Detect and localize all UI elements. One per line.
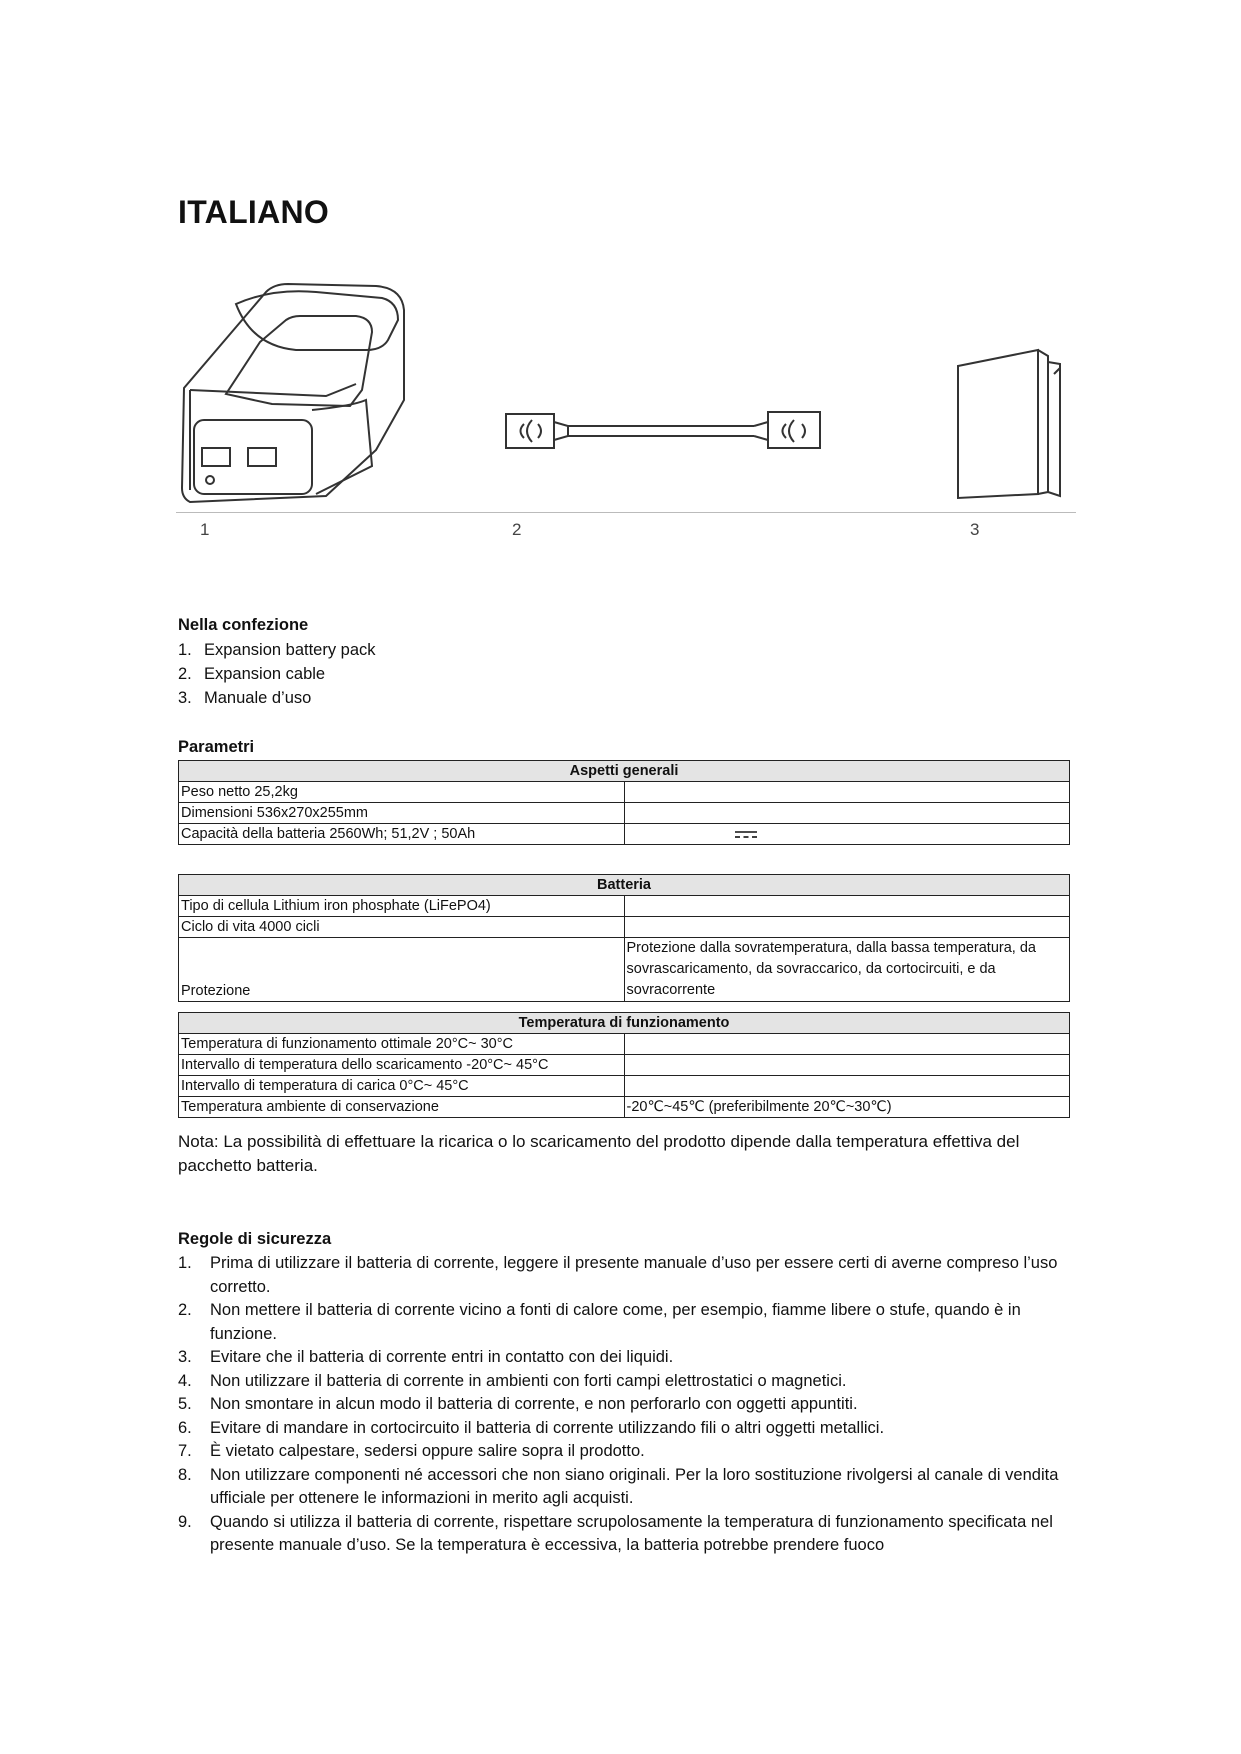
list-item: 9. Quando si utilizza il batteria di corrente, rispettare scrupolosamente la temperatura di funzionamento specificata nel presente manuale d’uso. Se la temperatura è eccessiva, la batteria potrebbe prendere fuoco	[178, 1512, 1053, 1554]
page-title: ITALIANO	[178, 194, 330, 230]
figure-divider	[176, 512, 1076, 513]
list-item: 7. È vietato calpestare, sedersi oppure salire sopra il prodotto.	[178, 1442, 645, 1460]
table-row: Peso netto 25,2kg	[179, 782, 1070, 803]
expansion-cable-illustration	[506, 412, 820, 448]
table-row: Temperatura di funzionamento ottimale 20°C~ 30°C	[179, 1034, 1070, 1055]
list-item: 1. Prima di utilizzare il batteria di corrente, leggere il presente manuale d’uso per essere certi di averne compreso l’uso corretto.	[178, 1254, 1058, 1296]
safety-list	[178, 1252, 1078, 1558]
battery-table	[178, 874, 1070, 1002]
package-illustration	[176, 280, 1076, 510]
package-list	[178, 638, 376, 710]
package-contents-figure	[176, 280, 1076, 550]
list-item: 1. Expansion battery pack	[178, 640, 376, 659]
table-header: Aspetti generali	[179, 761, 1070, 782]
temperature-table	[178, 1012, 1070, 1118]
table-row: Intervallo di temperatura di carica 0°C~ 45°C	[179, 1076, 1070, 1097]
general-table	[178, 760, 1070, 845]
table-header: Batteria	[179, 875, 1070, 896]
dc-symbol-icon	[735, 829, 757, 839]
table-row: Dimensioni 536x270x255mm	[179, 803, 1070, 824]
list-item: 3. Evitare che il batteria di corrente entri in contatto con dei liquidi.	[178, 1348, 674, 1366]
list-item: 3. Manuale d’uso	[178, 688, 312, 707]
list-item: 5. Non smontare in alcun modo il batteria di corrente, e non perforarlo con oggetti appuntiti.	[178, 1395, 858, 1413]
parameters-heading: Parametri	[178, 738, 255, 756]
table-header: Temperatura di funzionamento	[179, 1013, 1070, 1034]
list-item: 2. Expansion cable	[178, 664, 326, 683]
list-item: 8. Non utilizzare componenti né accessori che non siano originali. Per la loro sostituzione rivolgersi al canale di vendita ufficiale per ottenere le informazioni in merito agli acquisti.	[178, 1465, 1059, 1507]
battery-pack-illustration	[182, 284, 404, 502]
table-row: Capacità della batteria 2560Wh; 51,2V ; 50Ah	[179, 824, 1070, 845]
figure-label-2: 2	[512, 520, 522, 539]
figure-label-1: 1	[200, 520, 210, 539]
table-row: Intervallo di temperatura dello scaricamento -20°C~ 45°C	[179, 1055, 1070, 1076]
figure-label-3: 3	[970, 520, 980, 539]
table-row: Protezione Protezione dalla sovratemperatura, dalla bassa temperatura, da sovrascaricamento, da sovraccarico, da cortocircuiti, e da sovracorrente	[179, 938, 1070, 1002]
table-row: Temperatura ambiente di conservazione -20℃~45℃ (preferibilmente 20℃~30℃)	[179, 1097, 1070, 1118]
list-item: 2. Non mettere il batteria di corrente vicino a fonti di calore come, per esempio, fiamme libere o stufe, quando è in funzione.	[178, 1301, 1021, 1343]
package-heading: Nella confezione	[178, 616, 309, 634]
table-row: Tipo di cellula Lithium iron phosphate (LiFePO4)	[179, 896, 1070, 917]
manual-illustration	[958, 350, 1060, 498]
table-row: Ciclo di vita 4000 cicli	[179, 917, 1070, 938]
list-item: 4. Non utilizzare il batteria di corrente in ambienti con forti campi elettrostatici o magnetici.	[178, 1371, 847, 1390]
temperature-note: Nota: La possibilità di effettuare la ricarica o lo scaricamento del prodotto dipende dalla temperatura effettiva del pacchetto batteria.	[178, 1132, 1020, 1175]
safety-heading: Regole di sicurezza	[178, 1230, 332, 1248]
list-item: 6. Evitare di mandare in cortocircuito il batteria di corrente utilizzando fili o altri oggetti metallici.	[178, 1418, 885, 1437]
